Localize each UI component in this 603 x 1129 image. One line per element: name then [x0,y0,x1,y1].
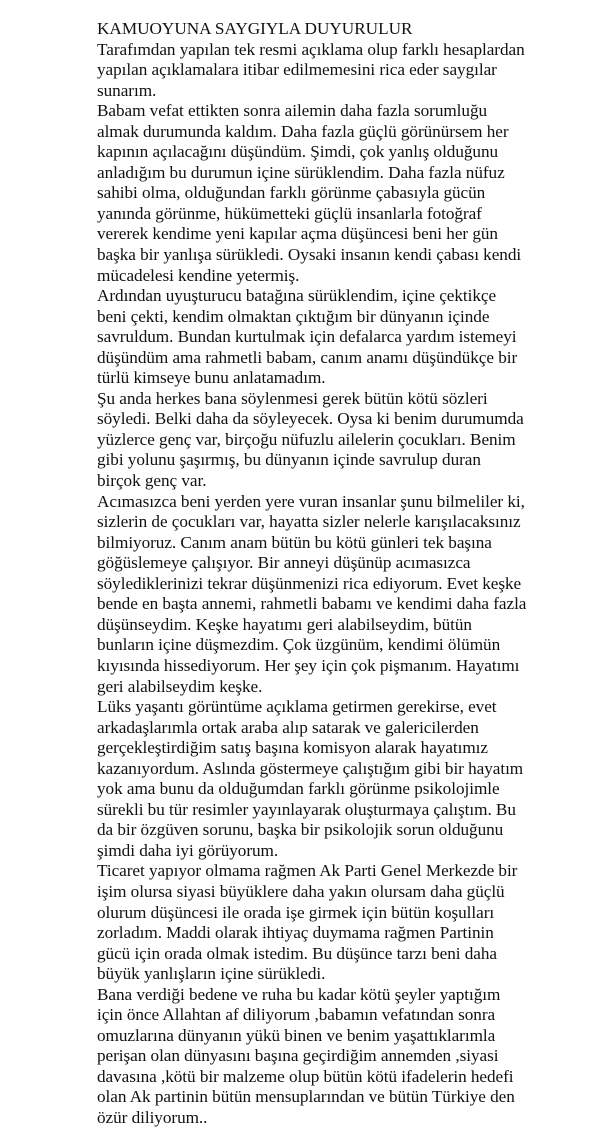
text-line: da bir özgüven sorunu, başka bir psikolojik sorun olduğunu [97,820,504,840]
paragraph [97,861,597,984]
text-line: yapılan açıklamalara itibar edilmemesini rica eder saygılar [97,60,497,80]
text-line: düşündüm ama rahmetli babam, canım anamı düşündükçe bir [97,347,518,367]
text-line: sürekli bu tür resimler yayınlayarak oluşturmaya çalıştım. Bu [97,799,516,819]
text-line: gücü için orada olmak istedim. Bu düşünce tarzı beni daha [97,943,497,963]
text-line: işim olursa siyasi büyüklere daha yakın olursam daha güçlü [97,881,505,901]
text-line: sizlerin de çocukları var, hayatta sizler nelerle karışılacaksınız [97,512,521,532]
text-line: davasına ,kötü bir malzeme olup bütün kötü ifadelerin hedefi [97,1066,514,1086]
text-line: yüzlerce genç var, birçoğu nüfuzlu ailelerin çocukları. Benim [97,429,516,449]
text-line: kazanıyordum. Aslında göstermeye çalıştığım gibi bir hayatım [97,758,524,778]
paragraph [97,40,597,102]
text-line: söyledi. Belki daha da söyleyecek. Oysa ki benim durumumda [97,409,524,429]
paragraph [97,389,597,492]
text-line: sunarım. [97,80,157,100]
text-line: gerçekleştirdiğim satış başına komisyon alarak hayatımız [97,738,488,758]
text-line: anladığım bu durumun içine sürüklendim. Daha fazla nüfuz [97,162,505,182]
text-line: almak durumunda kaldım. Daha fazla güçlü görünürsem her [97,121,509,141]
text-line: olurum düşüncesi ile orada işe girmek için bütün koşulları [97,902,495,922]
text-line: gibi yolunu şaşırmış, bu dünyanın içinde savrulup duran [97,450,481,470]
text-line: zorladım. Maddi olarak ihtiyaç duymama rağmen Partinin [97,923,494,943]
text-line: söylediklerinizi tekrar düşünmenizi rica ediyorum. Evet keşke [97,573,522,593]
text-line: birçok genç var. [97,471,207,491]
text-line: kıyısında hissediyorum. Her şey için çok pişmanım. Hayatımı [97,655,520,675]
text-line: sahibi olma, olduğundan farklı görünme çabasıyla gücün [97,183,486,203]
text-line: başka bir yanlışa sürükledi. Oysaki insanın kendi çabası kendi [97,245,522,265]
paragraph [97,985,597,1129]
text-line: göğüslemeye çalışıyor. Bir anneyi düşünüp acımasızca [97,553,471,573]
text-line: geri alabilseydim keşke. [97,676,263,696]
text-line: için önce Allahtan af diliyorum ,babamın vefatından sonra [97,1005,496,1025]
statement-document [97,19,597,1129]
text-line: düşünseydim. Keşke hayatımı geri alabilseydim, bütün [97,614,472,634]
text-line: bunların içine düşmezdim. Çok üzgünüm, kendimi ölümün [97,635,501,655]
text-line: türlü kimseye bunu anlatamadım. [97,368,326,388]
text-line: Şu anda herkes bana söylenmesi gerek bütün kötü sözleri [97,388,488,408]
text-line: Acımasızca beni yerden yere vuran insanlar şunu bilmeliler ki, [97,491,525,511]
text-line: Ticaret yapıyor olmama rağmen Ak Parti Genel Merkezde bir [97,861,518,881]
text-line: vererek kendime yeni kapılar açma düşüncesi beni her gün [97,224,498,244]
text-line: Ardından uyuşturucu batağına sürüklendim, içine çektikçe [97,286,497,306]
text-line: beni çekti, kendim olmaktan çıktığım bir dünyanın içinde [97,306,490,326]
text-line: büyük yanlışların içine sürükledi. [97,964,326,984]
paragraph [97,101,597,286]
document-title: KAMUOYUNA SAYGIYLA DUYURULUR [97,19,413,38]
text-line: mücadelesi kendine yetermiş. [97,265,300,285]
text-line: Bana verdiği bedene ve ruha bu kadar kötü şeyler yaptığım [97,984,501,1004]
text-line: arkadaşlarımla ortak araba alıp satarak ve galericilerden [97,717,479,737]
text-line: Tarafımdan yapılan tek resmi açıklama olup farklı hesaplardan [97,39,525,59]
text-line: bende en başta annemi, rahmetli babamı ve kendimi daha fazla [97,594,527,614]
text-line: Babam vefat ettikten sonra ailemin daha fazla sorumluğu [97,101,488,121]
text-line: özür diliyorum.. [97,1107,208,1127]
text-line: kapının açılacağını düşündüm. Şimdi, çok yanlış olduğunu [97,142,499,162]
text-line: olan Ak partinin bütün mensuplarından ve bütün Türkiye den [97,1087,515,1107]
text-line: omuzlarına dünyanın yükü binen ve benim yaşattıklarımla [97,1025,496,1045]
paragraph [97,492,597,697]
paragraph [97,286,597,389]
text-line: bilmiyoruz. Canım anam bütün bu kötü günleri tek başına [97,532,492,552]
text-line: şimdi daha iyi görüyorum. [97,840,279,860]
document-body [97,40,597,1129]
text-line: yanında görünme, hükümetteki güçlü insanlarla fotoğraf [97,203,482,223]
paragraph [97,697,597,861]
text-line: perişan olan dünyasını başına geçirdiğim annemden ,siyasi [97,1046,499,1066]
text-line: savruldum. Bundan kurtulmak için defalarca yardım istemeyi [97,327,517,347]
text-line: yok ama bunu da olduğumdan farklı görünme psikolojimle [97,779,500,799]
text-line: Lüks yaşantı görüntüme açıklama getirmen gerekirse, evet [97,697,497,717]
